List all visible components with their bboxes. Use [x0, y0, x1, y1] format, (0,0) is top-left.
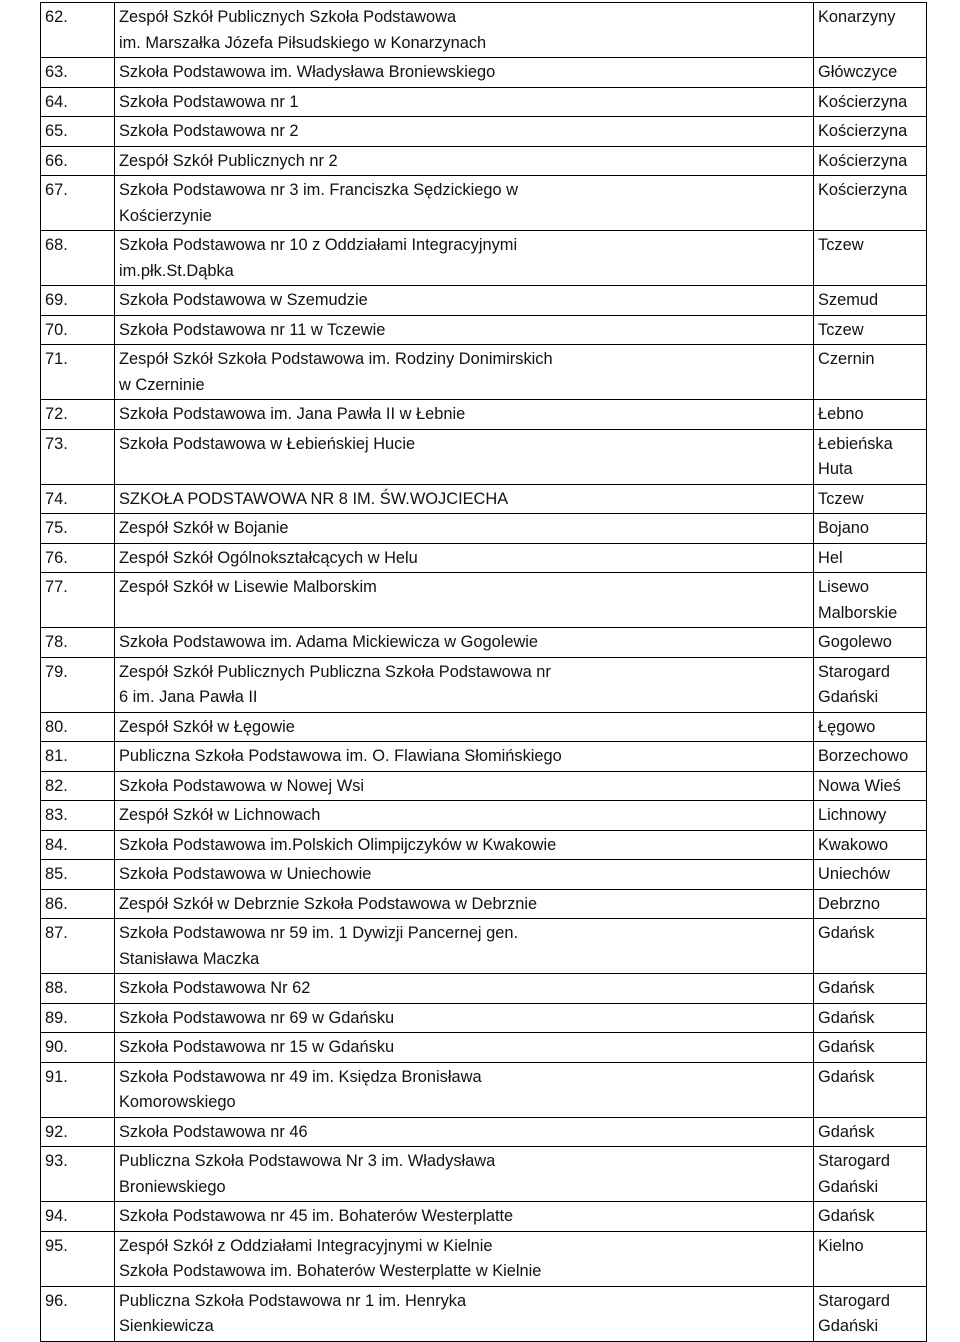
school-name: Szkoła Podstawowa nr 2: [115, 117, 814, 147]
school-name: Publiczna Szkoła Podstawowa Nr 3 im. Władysława Broniewskiego: [115, 1147, 814, 1202]
town-name: Uniechów: [814, 860, 927, 890]
town-name: Nowa Wieś: [814, 771, 927, 801]
table-row: [41, 514, 927, 544]
town-name: Lichnowy: [814, 801, 927, 831]
row-number: 80.: [41, 712, 115, 742]
school-name: Zespół Szkół Publicznych Szkoła Podstawowa im. Marszałka Józefa Piłsudskiego w Konarzynach: [115, 3, 814, 58]
table-row: [41, 3, 927, 58]
school-name: Publiczna Szkoła Podstawowa nr 1 im. Henryka Sienkiewicza: [115, 1286, 814, 1341]
row-number: 62.: [41, 3, 115, 58]
school-name: Szkoła Podstawowa w Nowej Wsi: [115, 771, 814, 801]
table-row: [41, 543, 927, 573]
school-name: SZKOŁA PODSTAWOWA NR 8 IM. ŚW.WOJCIECHA: [115, 484, 814, 514]
row-number: 70.: [41, 315, 115, 345]
town-name: Tczew: [814, 484, 927, 514]
town-name: Łebno: [814, 400, 927, 430]
row-number: 68.: [41, 231, 115, 286]
town-name: Kościerzyna: [814, 176, 927, 231]
town-name: Gdańsk: [814, 1062, 927, 1117]
row-number: 83.: [41, 801, 115, 831]
row-number: 72.: [41, 400, 115, 430]
school-name: Szkoła Podstawowa nr 46: [115, 1117, 814, 1147]
table-row: [41, 117, 927, 147]
row-number: 95.: [41, 1231, 115, 1286]
table-row: [41, 484, 927, 514]
table-row: [41, 400, 927, 430]
town-name: Gdańsk: [814, 974, 927, 1004]
town-name: Tczew: [814, 231, 927, 286]
table-row: [41, 429, 927, 484]
town-name: Hel: [814, 543, 927, 573]
school-name: Szkoła Podstawowa w Szemudzie: [115, 286, 814, 316]
table-row: [41, 742, 927, 772]
row-number: 76.: [41, 543, 115, 573]
table-row: [41, 771, 927, 801]
row-number: 91.: [41, 1062, 115, 1117]
row-number: 66.: [41, 146, 115, 176]
table-row: [41, 974, 927, 1004]
row-number: 74.: [41, 484, 115, 514]
row-number: 96.: [41, 1286, 115, 1341]
town-name: Czernin: [814, 345, 927, 400]
school-name: Zespół Szkół w Debrznie Szkoła Podstawowa w Debrznie: [115, 889, 814, 919]
table-row: [41, 712, 927, 742]
town-name: Kościerzyna: [814, 146, 927, 176]
row-number: 85.: [41, 860, 115, 890]
school-name: Szkoła Podstawowa nr 10 z Oddziałami Integracyjnymi im.płk.St.Dąbka: [115, 231, 814, 286]
school-name: Zespół Szkół w Bojanie: [115, 514, 814, 544]
school-name: Szkoła Podstawowa nr 69 w Gdańsku: [115, 1003, 814, 1033]
table-row: [41, 1202, 927, 1232]
table-row: [41, 628, 927, 658]
table-row: [41, 573, 927, 628]
town-name: Debrzno: [814, 889, 927, 919]
row-number: 88.: [41, 974, 115, 1004]
table-row: [41, 830, 927, 860]
table-row: [41, 1033, 927, 1063]
table-row: [41, 1231, 927, 1286]
school-name: Publiczna Szkoła Podstawowa im. O. Flawiana Słomińskiego: [115, 742, 814, 772]
row-number: 94.: [41, 1202, 115, 1232]
table-row: [41, 146, 927, 176]
row-number: 81.: [41, 742, 115, 772]
school-name: Zespół Szkół w Lichnowach: [115, 801, 814, 831]
row-number: 84.: [41, 830, 115, 860]
row-number: 79.: [41, 657, 115, 712]
row-number: 65.: [41, 117, 115, 147]
town-name: Gogolewo: [814, 628, 927, 658]
school-name: Zespół Szkół w Łęgowie: [115, 712, 814, 742]
table-row: [41, 1062, 927, 1117]
table-row: [41, 657, 927, 712]
table-row: [41, 345, 927, 400]
town-name: Lisewo Malborskie: [814, 573, 927, 628]
school-name: Zespół Szkół Publicznych Publiczna Szkoła Podstawowa nr 6 im. Jana Pawła II: [115, 657, 814, 712]
town-name: Główczyce: [814, 58, 927, 88]
school-name: Szkoła Podstawowa nr 15 w Gdańsku: [115, 1033, 814, 1063]
town-name: Gdańsk: [814, 1003, 927, 1033]
table-row: [41, 1147, 927, 1202]
table-row: [41, 87, 927, 117]
town-name: Kielno: [814, 1231, 927, 1286]
school-name: Zespół Szkół z Oddziałami Integracyjnymi w Kielnie Szkoła Podstawowa im. Bohaterów Westerplatte w Kielnie: [115, 1231, 814, 1286]
school-name: Szkoła Podstawowa Nr 62: [115, 974, 814, 1004]
town-name: Łebieńska Huta: [814, 429, 927, 484]
school-name: Zespół Szkół Szkoła Podstawowa im. Rodziny Donimirskich w Czerninie: [115, 345, 814, 400]
town-name: Kościerzyna: [814, 117, 927, 147]
table-row: [41, 231, 927, 286]
school-name: Szkoła Podstawowa nr 49 im. Księdza Bronisława Komorowskiego: [115, 1062, 814, 1117]
schools-table-body: [41, 3, 927, 1342]
table-row: [41, 286, 927, 316]
town-name: Szemud: [814, 286, 927, 316]
town-name: Starogard Gdański: [814, 1147, 927, 1202]
row-number: 93.: [41, 1147, 115, 1202]
town-name: Kwakowo: [814, 830, 927, 860]
row-number: 87.: [41, 919, 115, 974]
town-name: Starogard Gdański: [814, 657, 927, 712]
town-name: Gdańsk: [814, 1202, 927, 1232]
table-row: [41, 315, 927, 345]
school-name: Szkoła Podstawowa nr 3 im. Franciszka Sędzickiego w Kościerzynie: [115, 176, 814, 231]
school-name: Szkoła Podstawowa nr 1: [115, 87, 814, 117]
table-row: [41, 860, 927, 890]
row-number: 69.: [41, 286, 115, 316]
row-number: 89.: [41, 1003, 115, 1033]
school-name: Szkoła Podstawowa w Łebieńskiej Hucie: [115, 429, 814, 484]
row-number: 71.: [41, 345, 115, 400]
school-name: Zespół Szkół Publicznych nr 2: [115, 146, 814, 176]
row-number: 73.: [41, 429, 115, 484]
town-name: Tczew: [814, 315, 927, 345]
row-number: 82.: [41, 771, 115, 801]
row-number: 86.: [41, 889, 115, 919]
town-name: Gdańsk: [814, 919, 927, 974]
school-name: Zespół Szkół w Lisewie Malborskim: [115, 573, 814, 628]
school-name: Szkoła Podstawowa nr 11 w Tczewie: [115, 315, 814, 345]
row-number: 92.: [41, 1117, 115, 1147]
school-name: Szkoła Podstawowa im. Adama Mickiewicza w Gogolewie: [115, 628, 814, 658]
table-row: [41, 1117, 927, 1147]
school-name: Szkoła Podstawowa nr 45 im. Bohaterów Westerplatte: [115, 1202, 814, 1232]
school-name: Szkoła Podstawowa nr 59 im. 1 Dywizji Pancernej gen. Stanisława Maczka: [115, 919, 814, 974]
town-name: Gdańsk: [814, 1033, 927, 1063]
town-name: Łęgowo: [814, 712, 927, 742]
table-row: [41, 176, 927, 231]
town-name: Bojano: [814, 514, 927, 544]
town-name: Borzechowo: [814, 742, 927, 772]
school-name: Szkoła Podstawowa w Uniechowie: [115, 860, 814, 890]
row-number: 63.: [41, 58, 115, 88]
row-number: 78.: [41, 628, 115, 658]
row-number: 77.: [41, 573, 115, 628]
table-row: [41, 801, 927, 831]
table-row: [41, 919, 927, 974]
school-name: Szkoła Podstawowa im.Polskich Olimpijczyków w Kwakowie: [115, 830, 814, 860]
row-number: 75.: [41, 514, 115, 544]
table-row: [41, 889, 927, 919]
town-name: Kościerzyna: [814, 87, 927, 117]
table-row: [41, 58, 927, 88]
town-name: Gdańsk: [814, 1117, 927, 1147]
town-name: Starogard Gdański: [814, 1286, 927, 1341]
town-name: Konarzyny: [814, 3, 927, 58]
school-name: Szkoła Podstawowa im. Jana Pawła II w Łebnie: [115, 400, 814, 430]
school-name: Zespół Szkół Ogólnokształcących w Helu: [115, 543, 814, 573]
table-row: [41, 1286, 927, 1341]
row-number: 67.: [41, 176, 115, 231]
school-name: Szkoła Podstawowa im. Władysława Broniewskiego: [115, 58, 814, 88]
schools-table: [40, 2, 927, 1342]
row-number: 90.: [41, 1033, 115, 1063]
row-number: 64.: [41, 87, 115, 117]
table-row: [41, 1003, 927, 1033]
